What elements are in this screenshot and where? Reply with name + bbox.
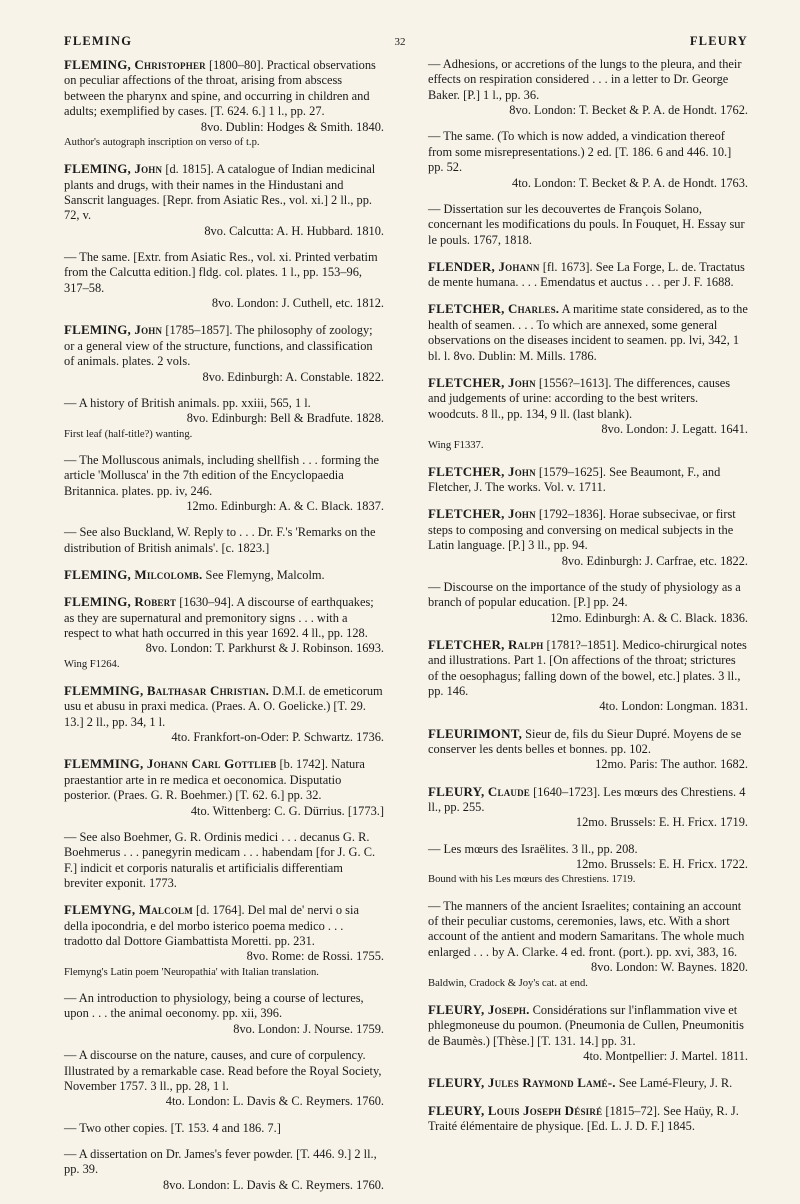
entry-description xyxy=(428,464,748,496)
catalogue-entry xyxy=(64,161,384,239)
entry-description xyxy=(428,1075,748,1091)
entry-text: [b. 1742]. Natura praestantior arte in re medica et oeconomica. Disputatio posterior. (Praes. G. R. Boehmer.) [T. 62. 6.] pp. 32. xyxy=(64,757,365,803)
entry-text: See Flemyng, Malcolm. xyxy=(202,567,325,582)
entry-text: — A history of British animals. pp. xxiii, 565, 1 l. xyxy=(64,395,311,410)
entry-text: [1630–94]. A discourse of earthquakes; as they are supernatural and premonitory signs . . . with a respect to what hath occurred in this year 1692. 4 ll., pp. 128. xyxy=(64,595,374,640)
catalogue-entry xyxy=(64,453,384,515)
entry-text: — See also Buckland, W. Reply to . . . Dr. F.'s 'Remarks on the distribution of British animals'. [c. 1823.] xyxy=(64,525,376,555)
catalogue-entry xyxy=(428,464,748,496)
entry-text: Considérations sur l'inflammation vive et phlegmoneuse du poumon. (Pneumonia de Cullen, Pneumonitis de Baumès.) [Thèse.] [T. 131. 14.] pp. 31. xyxy=(428,1002,744,1048)
entry-imprint: 4to. London: L. Davis & C. Reymers. 1760. xyxy=(165,1094,384,1109)
entry-text: Sieur de, fils du Sieur Dupré. Moyens de se conserver les dents belles et bonnes. pp. 102. xyxy=(428,726,742,756)
catalogue-entry xyxy=(64,250,384,312)
entry-imprint: 12mo. Brussels: E. H. Fricx. 1722. xyxy=(575,857,748,872)
catalogue-entry xyxy=(64,594,384,672)
entry-imprint: 12mo. Paris: The author. 1682. xyxy=(595,757,748,772)
entry-imprint: 8vo. Edinburgh: A. Constable. 1822. xyxy=(202,369,384,384)
entry-imprint: 8vo. London: T. Becket & P. A. de Hondt. 1762. xyxy=(509,103,748,118)
entry-heading: FLENDER, Johann xyxy=(428,258,540,274)
entry-description xyxy=(64,525,384,556)
entry-description xyxy=(428,1002,748,1049)
entry-heading: FLEMING, John xyxy=(64,161,163,177)
entry-note: Wing F1264. xyxy=(64,658,120,670)
entry-imprint: 8vo. Calcutta: A. H. Hubbard. 1810. xyxy=(204,223,384,238)
entry-imprint: 8vo. London: J. Legatt. 1641. xyxy=(601,422,748,437)
entry-description xyxy=(428,301,748,364)
entry-description xyxy=(64,250,384,296)
entry-description xyxy=(428,899,748,961)
entry-heading: FLEURY, Claude xyxy=(428,783,530,799)
entry-note: First leaf (half-title?) wanting. xyxy=(64,428,193,440)
entry-note: Author's autograph inscription on verso of t.p. xyxy=(64,137,260,149)
entry-text: — The Molluscous animals, including shellfish . . . forming the article 'Mollusca' in the 7th edition of the Encyclopaedia Britannica. plates. pp. iv, 246. xyxy=(64,452,380,498)
entry-imprint: 8vo. London: J. Cuthell, etc. 1812. xyxy=(211,296,384,311)
entry-imprint: 4to. London: T. Becket & P. A. de Hondt. 1763. xyxy=(512,175,748,190)
entry-text: [1785–1857]. The philosophy of zoology; or a general view of the structure, functions, and classification of animals. plates. 2 vols. xyxy=(64,323,373,369)
entry-heading: FLEURY, Joseph. xyxy=(428,1001,530,1017)
entry-description xyxy=(428,580,748,611)
catalogue-entry xyxy=(64,567,384,583)
catalogue-entry xyxy=(428,726,748,773)
entry-imprint: 12mo. Edinburgh: A. & C. Black. 1837. xyxy=(186,499,384,514)
entry-description xyxy=(64,991,384,1022)
catalogue-entry xyxy=(428,57,748,119)
entry-text: — Les mœurs des Israëlites. 3 ll., pp. 208. xyxy=(428,841,638,856)
entry-imprint: 8vo. London: T. Parkhurst & J. Robinson. 1693. xyxy=(145,641,384,656)
catalogue-entry xyxy=(428,637,748,715)
catalogue-entry xyxy=(64,902,384,980)
entry-note: Bound with his Les mœurs des Chrestiens. 1719. xyxy=(428,874,636,886)
right-column xyxy=(428,57,748,1145)
running-head-right: FLEURY xyxy=(689,34,748,48)
entry-description xyxy=(64,1121,384,1136)
entry-text: [1781?–1851]. Medico-chirurgical notes and illustrations. Part 1. [On affections of the throat; strictures of the oesophagus; falling down of the bowel, etc.] plates. 3 ll., pp. 146. xyxy=(428,637,747,698)
catalogue-entry xyxy=(428,202,748,248)
catalogue-entry xyxy=(428,1103,748,1135)
entry-description xyxy=(64,1147,384,1178)
catalogue-entry xyxy=(428,259,748,291)
entry-description xyxy=(428,259,748,291)
entry-heading: FLEMING, John xyxy=(64,322,163,338)
catalogue-entry xyxy=(428,301,748,364)
entry-text: [1556?–1613]. The differences, causes and judgements of urine: according to the best writers. woodcuts. 8 ll., pp. 134, 9 ll. (last blank). xyxy=(428,375,731,421)
entry-text: [fl. 1673]. See La Forge, L. de. Tractatus de mente humana. . . . Emendatus et auctus . . . per J. F. 1688. xyxy=(428,259,745,290)
entry-text: — Adhesions, or accretions of the lungs to the pleura, and their effects on respiration considered . . . in a letter to Dr. George Baker. [P.] 1 l., pp. 36. xyxy=(428,57,742,102)
entry-text: [d. 1815]. A catalogue of Indian medicinal plants and drugs, with their names in the Hindustani and Sanscrit languages. [Repr. from Asiatic Res., vol. xi.] 2 ll., pp. 72, v. xyxy=(64,162,376,223)
entry-description xyxy=(64,902,384,949)
entry-text: [d. 1764]. Del mal de' nervi o sia della ipocondria, e del morbo isterico poema medico . . . tradotto dal Dottore Giambattista Moretti. pp. 231. xyxy=(64,903,359,949)
catalogue-entry xyxy=(64,57,384,150)
entry-description xyxy=(64,683,384,730)
catalogue-entry xyxy=(428,580,748,626)
entry-heading: FLEMMING, Johann Carl Gottlieb xyxy=(64,756,277,772)
entry-imprint: 12mo. Edinburgh: A. & C. Black. 1836. xyxy=(550,610,748,625)
entry-text: A maritime state considered, as to the health of seamen. . . . To which are annexed, some general observations on the diseases incident to seamen. pp. lvi, 342, 1 bl. l. 8vo. Dublin: M. Mills. 1786. xyxy=(428,302,748,363)
entry-imprint: 8vo. Edinburgh: Bell & Bradfute. 1828. xyxy=(186,411,384,426)
entry-text: [1579–1625]. See Beaumont, F., and Fletcher, J. The works. Vol. v. 1711. xyxy=(428,464,721,495)
entry-text: [1815–72]. See Haüy, R. J. Traité élémentaire de physique. [Ed. L. J. D. F.] 1845. xyxy=(428,1103,739,1133)
entry-description xyxy=(64,322,384,369)
catalogue-entry xyxy=(428,899,748,991)
entry-description xyxy=(64,396,384,411)
entry-imprint: 8vo. London: W. Baynes. 1820. xyxy=(591,960,748,975)
entry-heading: FLEMING, Christopher xyxy=(64,57,206,72)
entry-heading: FLEMING, Robert xyxy=(64,594,177,610)
entry-text: — Discourse on the importance of the study of physiology as a branch of popular education. [P.] pp. 24. xyxy=(428,579,741,610)
catalogue-entry xyxy=(64,830,384,892)
entry-heading: FLETCHER, Ralph xyxy=(428,636,544,652)
entry-description xyxy=(64,453,384,499)
left-column xyxy=(64,57,384,1204)
entry-imprint: 8vo. Rome: de Rossi. 1755. xyxy=(246,949,384,964)
entry-text: — The manners of the ancient Israelites; containing an account of their peculiar customs, ceremonies, laws, etc. With a short account of the antient and modern Samaritans. The whole much enlarged . . . by A. Clarke. 4 ed. front. (port.). pp. xvi, 383, 16. xyxy=(428,898,745,959)
entry-description xyxy=(428,637,748,700)
entry-text: — An introduction to physiology, being a course of lectures, upon . . . the animal oeconomy. pp. xii, 396. xyxy=(64,991,364,1021)
entry-description xyxy=(64,567,384,583)
catalogue-entry xyxy=(64,525,384,556)
entry-description xyxy=(428,375,748,422)
catalogue-entry xyxy=(64,756,384,819)
entry-description xyxy=(64,594,384,641)
entry-text: — A discourse on the nature, causes, and cure of corpulency. Illustrated by a remarkable case. Read before the Royal Society, November 1757. 3 ll., pp. 28, 1 l. xyxy=(64,1048,382,1093)
entry-text: D.M.I. de emeticorum usu et abusu in praxi medica. (Praes. A. O. Goelicke.) [T. 29. 13.] 2 ll., pp. 34, 1 l. xyxy=(64,683,383,729)
entry-imprint: 4to. Wittenberg: C. G. Dürrius. [1773.] xyxy=(190,803,384,818)
entry-heading: FLEMING, Milcolomb. xyxy=(64,566,203,582)
entry-description xyxy=(428,726,748,758)
entry-note: Wing F1337. xyxy=(428,439,484,451)
entry-note: Baldwin, Cradock & Joy's cat. at end. xyxy=(428,977,588,989)
entry-text: [1640–1723]. Les mœurs des Chrestiens. 4 ll., pp. 255. xyxy=(428,784,746,815)
entry-imprint: 4to. Montpellier: J. Martel. 1811. xyxy=(583,1049,748,1064)
entry-imprint: 4to. London: Longman. 1831. xyxy=(599,699,748,714)
running-head-left: FLEMING xyxy=(64,34,133,48)
entry-imprint: 12mo. Brussels: E. H. Fricx. 1719. xyxy=(575,815,748,830)
entry-text: — Dissertation sur les decouvertes de François Solano, concernant les modifications du pouls. In Fouquet, H. Essay sur le pouls. 1767, 1818. xyxy=(428,201,745,247)
catalogue-entry xyxy=(428,1075,748,1091)
entry-heading: FLETCHER, John xyxy=(428,374,536,390)
entry-text: [1792–1836]. Horae subsecivae, or first steps to composing and conversing on medical subjects in the Latin language. [P.] 3 ll., pp. 94. xyxy=(428,507,736,553)
entry-text: — Two other copies. [T. 153. 4 and 186. 7.] xyxy=(64,1120,281,1135)
entry-description xyxy=(428,57,748,103)
entry-description xyxy=(428,202,748,248)
entry-text: [1800–80]. Practical observations on peculiar affections of the throat, arising from abscess between the pharynx and spine, and occurring in children and adults; exemplified by cases. [T. 624. 6.] 1 l., pp. 27. xyxy=(64,58,376,119)
catalogue-entry xyxy=(64,1121,384,1136)
catalogue-entry xyxy=(64,1147,384,1193)
entry-heading: FLEMYNG, Malcolm xyxy=(64,902,193,918)
entry-description xyxy=(428,129,748,175)
catalogue-entry xyxy=(64,991,384,1037)
catalogue-entry xyxy=(64,683,384,746)
entry-heading: FLEURY, Jules Raymond Lamé-. xyxy=(428,1075,616,1091)
catalogue-entry xyxy=(64,396,384,442)
entry-description xyxy=(64,756,384,803)
catalogue-entry xyxy=(64,1048,384,1110)
catalogue-entry xyxy=(428,129,748,191)
entry-description xyxy=(428,842,748,857)
entry-heading: FLETCHER, Charles. xyxy=(428,301,560,317)
entry-heading: FLETCHER, John xyxy=(428,463,536,479)
entry-description xyxy=(428,1103,748,1135)
entry-description xyxy=(64,830,384,892)
catalogue-entry xyxy=(64,322,384,385)
entry-imprint: 8vo. London: J. Nourse. 1759. xyxy=(233,1021,384,1036)
entry-text: — The same. (To which is now added, a vindication thereof from some misrepresentations.) 2 ed. [T. 186. 6 and 446. 10.] pp. 52. xyxy=(428,129,732,175)
page-number: 32 xyxy=(394,36,406,48)
catalogue-entry xyxy=(428,375,748,453)
entry-note: Flemyng's Latin poem 'Neuropathia' with Italian translation. xyxy=(64,966,319,978)
entry-heading: FLEURIMONT, xyxy=(428,725,523,741)
entry-imprint: 8vo. Dublin: Hodges & Smith. 1840. xyxy=(200,119,384,134)
entry-heading: FLEMMING, Balthasar Christian. xyxy=(64,682,270,698)
entry-description xyxy=(428,506,748,553)
entry-description xyxy=(428,784,748,816)
entry-text: See Lamé-Fleury, J. R. xyxy=(615,1076,733,1091)
entry-text: — See also Boehmer, G. R. Ordinis medici . . . decanus G. R. Boehmerus . . . panegyrin medicam . . . habendam [for J. G. C. F.] indicit et corporis naturalis et artificialis differentiam breviter exponit. 1773. xyxy=(64,829,376,891)
entry-imprint: 8vo. London: L. Davis & C. Reymers. 1760. xyxy=(163,1177,384,1192)
entry-imprint: 8vo. Edinburgh: J. Carfrae, etc. 1822. xyxy=(561,553,748,568)
entry-description xyxy=(64,57,384,120)
catalogue-entry xyxy=(428,506,748,569)
entry-text: — The same. [Extr. from Asiatic Res., vol. xi. Printed verbatim from the Calcutta edition.] fldg. col. plates. 1 l., pp. 153–96, 317–58. xyxy=(64,250,378,295)
entry-heading: FLEURY, Louis Joseph Désiré xyxy=(428,1102,603,1118)
catalogue-entry xyxy=(428,784,748,831)
entry-description xyxy=(64,1048,384,1094)
entry-text: — A dissertation on Dr. James's fever powder. [T. 446. 9.] 2 ll., pp. 39. xyxy=(64,1146,377,1177)
entry-imprint: 4to. Frankfort-on-Oder: P. Schwartz. 1736. xyxy=(171,730,384,745)
catalogue-entry xyxy=(428,842,748,888)
entry-heading: FLETCHER, John xyxy=(428,506,536,522)
catalogue-entry xyxy=(428,1002,748,1065)
entry-description xyxy=(64,161,384,224)
